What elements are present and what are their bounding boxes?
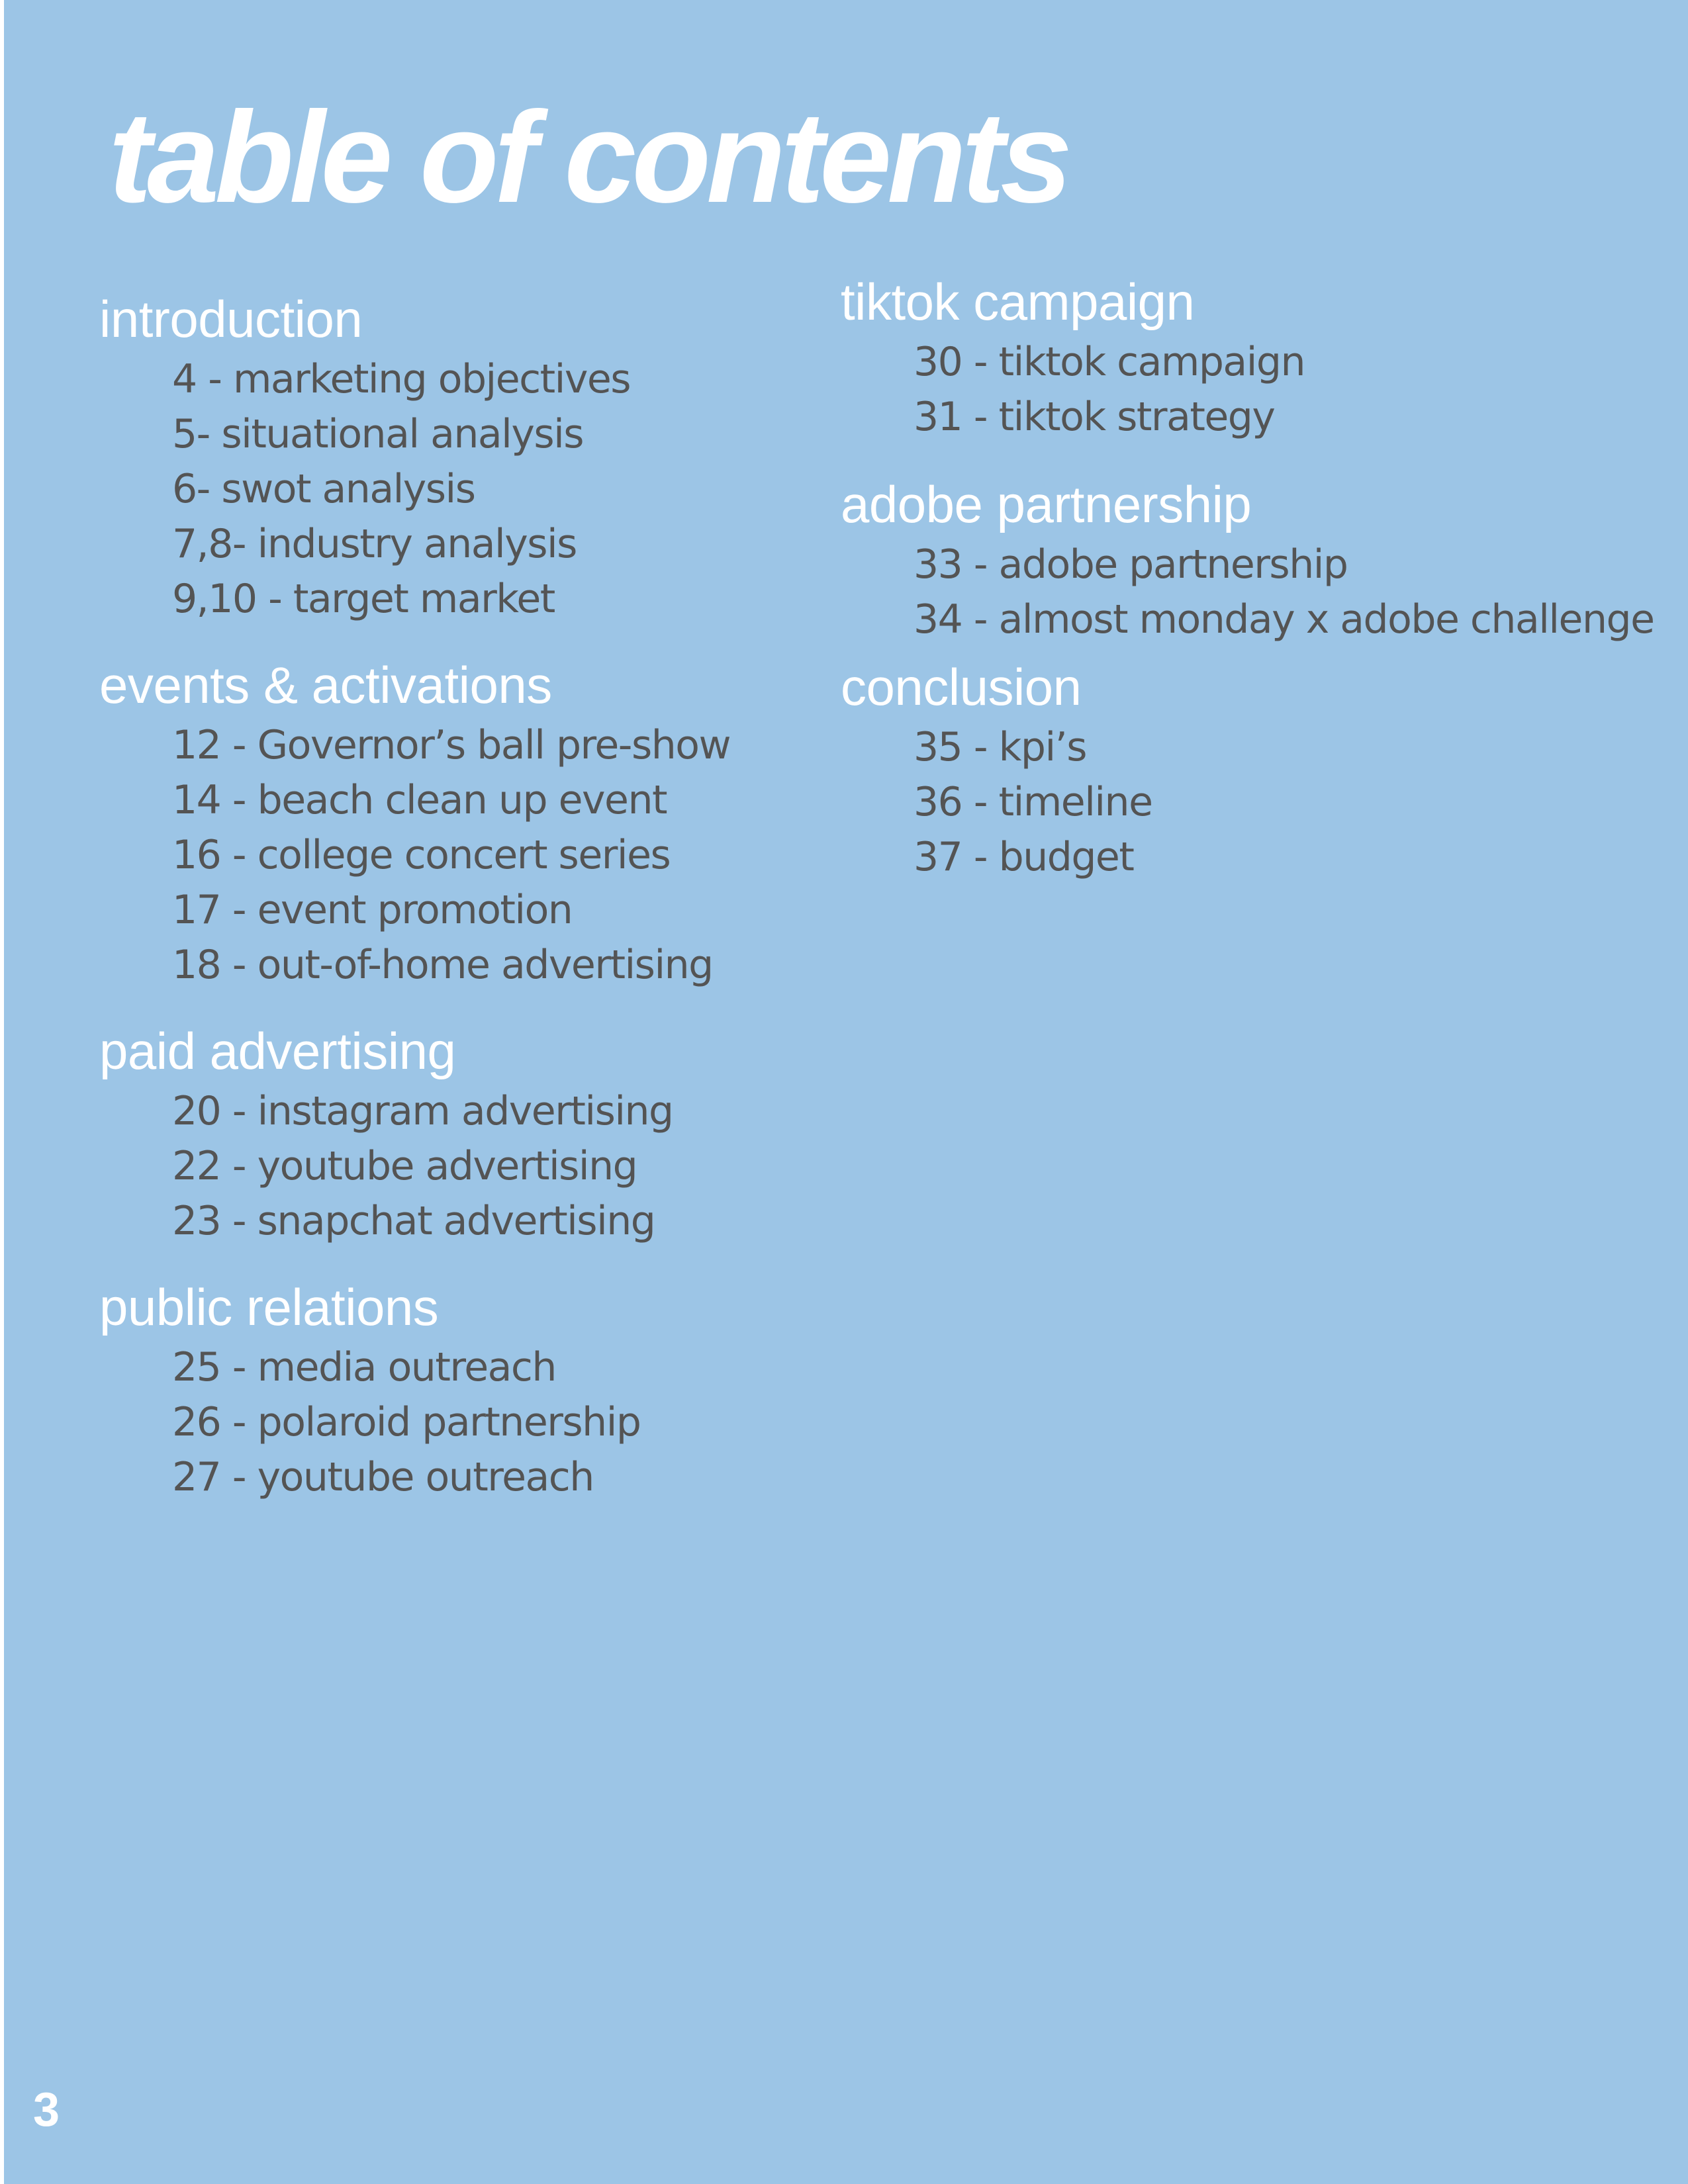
toc-entry: 7,8- industry analysis [172, 521, 577, 567]
toc-section-paid-advertising [99, 1018, 730, 1249]
toc-entry: 17 - event promotion [172, 887, 573, 933]
section-heading: adobe partnership [841, 475, 1252, 533]
section-heading: introduction [99, 290, 363, 348]
section-items [99, 1084, 730, 1249]
toc-entry: 30 - tiktok campaign [914, 339, 1305, 385]
toc-section-introduction [99, 286, 730, 627]
toc-entry: 4 - marketing objectives [172, 356, 630, 402]
toc-entry: 5- situational analysis [172, 411, 584, 457]
section-heading: conclusion [841, 658, 1082, 716]
toc-entry: 37 - budget [914, 834, 1134, 880]
toc-entry: 36 - timeline [914, 779, 1152, 825]
toc-entry: 27 - youtube outreach [172, 1454, 594, 1500]
toc-left-column [99, 286, 730, 1505]
section-heading: public relations [99, 1278, 439, 1336]
toc-entry: 22 - youtube advertising [172, 1143, 637, 1189]
toc-entry: 9,10 - target market [172, 576, 555, 622]
toc-entry: 26 - polaroid partnership [172, 1399, 641, 1445]
section-items [99, 352, 730, 627]
toc-entry: 20 - instagram advertising [172, 1088, 673, 1134]
section-items [841, 537, 1654, 647]
toc-section-public-relations [99, 1274, 730, 1505]
toc-entry: 18 - out-of-home advertising [172, 942, 713, 988]
toc-entry: 34 - almost monday x adobe challenge [914, 596, 1654, 643]
toc-entry: 23 - snapchat advertising [172, 1198, 655, 1244]
section-items [841, 720, 1654, 885]
toc-section-conclusion [841, 654, 1654, 885]
page-title: table of contents [109, 85, 1068, 230]
toc-section-events-activations [99, 652, 730, 993]
toc-entry: 16 - college concert series [172, 832, 671, 878]
section-heading: tiktok campaign [841, 273, 1195, 331]
toc-entry: 35 - kpi’s [914, 724, 1086, 770]
toc-entry: 33 - adobe partnership [914, 541, 1348, 588]
page [4, 0, 1688, 2184]
toc-section-tiktok-campaign [841, 269, 1654, 445]
toc-right-column [841, 269, 1654, 885]
toc-entry: 6- swot analysis [172, 466, 475, 512]
page-number: 3 [33, 2083, 60, 2136]
section-heading: events & activations [99, 656, 552, 714]
section-items [841, 335, 1654, 445]
section-heading: paid advertising [99, 1022, 456, 1080]
toc-section-adobe-partnership [841, 471, 1654, 647]
toc-entry: 31 - tiktok strategy [914, 394, 1275, 440]
toc-entry: 14 - beach clean up event [172, 777, 667, 823]
toc-entry: 25 - media outreach [172, 1344, 556, 1390]
section-items [99, 1340, 730, 1505]
toc-entry: 12 - Governor’s ball pre-show [172, 722, 731, 768]
section-items [99, 718, 730, 993]
